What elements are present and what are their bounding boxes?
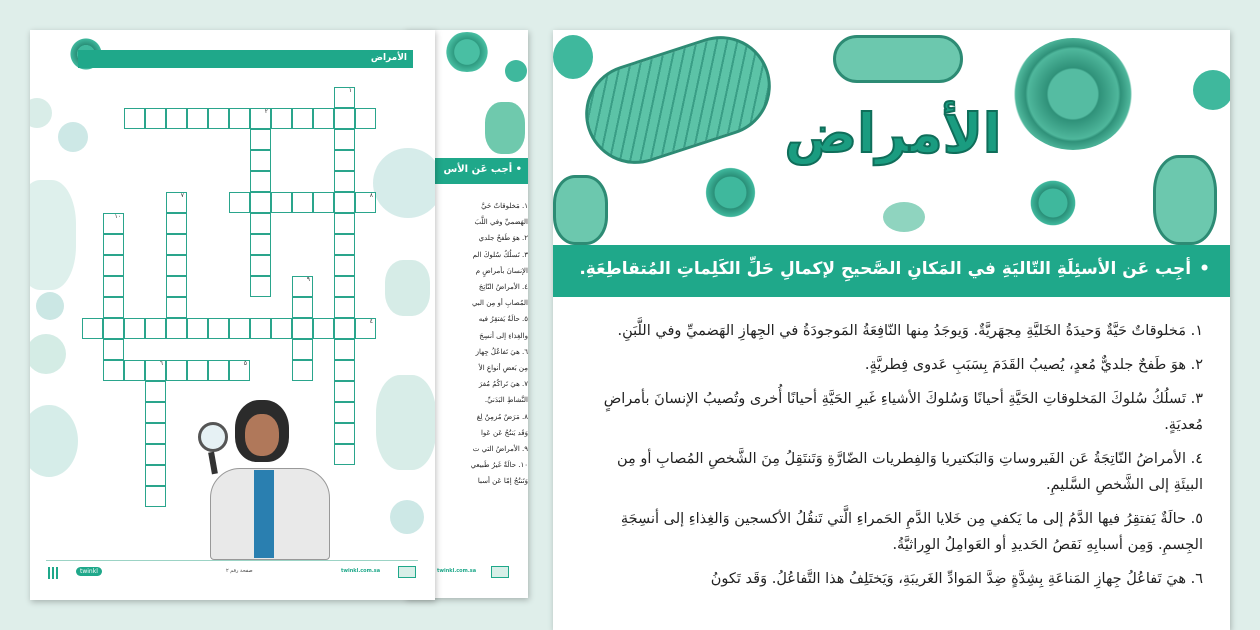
- virus-icon: [1153, 155, 1217, 245]
- grid-cell[interactable]: [187, 318, 208, 339]
- clue-number: ٧: [180, 192, 184, 199]
- clue-line: وَقَد يَنتُجُ عَن عَوا: [480, 428, 528, 437]
- clue-line: مِن بَعضِ أنواعِ الأ: [478, 364, 528, 373]
- brand-logo: twinkl: [76, 567, 102, 576]
- grid-cell[interactable]: [124, 108, 145, 129]
- grid-cell[interactable]: [124, 318, 145, 339]
- clue-line: ١٠. حالَةٌ غَيرُ طَبيعي: [470, 461, 528, 470]
- grid-cell[interactable]: [334, 234, 355, 255]
- grid-cell[interactable]: [250, 150, 271, 171]
- grid-cell[interactable]: [208, 108, 229, 129]
- grid-cell[interactable]: [166, 297, 187, 318]
- clue-number: ٢: [264, 108, 268, 115]
- grid-cell[interactable]: [145, 381, 166, 402]
- instruction-text: أجِب عَن الأسئِلَةِ التّاليَةِ في المَكانِ الصَّحيحِ لإكمالِ حَلِّ الكَلِماتِ المُتقاطِعَةِ.: [579, 259, 1192, 279]
- grid-cell[interactable]: [334, 150, 355, 171]
- grid-cell[interactable]: [103, 360, 124, 381]
- clue-item: ١. مَخلوقاتٌ حَيَّةٌ وَحيدَةُ الخَليَّةِ مِجهَريَّةٌ. وَيوجَدُ مِنها النّافِعَةُ المَوجودَةُ في الجِهازِ الهَضميِّ وفي اللَّبَنِ.: [617, 323, 1203, 339]
- grid-cell[interactable]: [145, 423, 166, 444]
- grid-cell[interactable]: [229, 318, 250, 339]
- grid-cell[interactable]: [334, 339, 355, 360]
- clue-line: ٥. حالَةٌ يَفتقِرُ فيه: [478, 315, 528, 324]
- grid-cell[interactable]: [355, 318, 376, 339]
- grid-cell[interactable]: [334, 171, 355, 192]
- magnifying-glass-icon: [198, 422, 228, 452]
- grid-cell[interactable]: [124, 360, 145, 381]
- grid-cell[interactable]: [334, 129, 355, 150]
- grid-cell[interactable]: [145, 465, 166, 486]
- virus-icon: [485, 102, 525, 154]
- detective-illustration: [190, 400, 360, 560]
- instruction-text: أجب عَن الأس: [443, 164, 513, 175]
- grid-cell[interactable]: [145, 108, 166, 129]
- clue-number: ١: [348, 87, 352, 94]
- grid-cell[interactable]: [103, 213, 124, 234]
- virus-icon: [505, 60, 527, 82]
- grid-cell[interactable]: [271, 192, 292, 213]
- clue-list: [591, 318, 1203, 600]
- clue-line: ٣. تَسلُكُ سُلوكَ الم: [472, 250, 528, 259]
- grid-cell[interactable]: [166, 108, 187, 129]
- grid-cell[interactable]: [334, 108, 355, 129]
- clue-number: ٤: [369, 318, 373, 325]
- clue-line: ٢. هوَ طَفحٌ جلدي: [478, 234, 528, 243]
- clue-line: ٤. الأمراضُ النّاتِجَ: [478, 283, 528, 292]
- grid-cell[interactable]: [334, 318, 355, 339]
- instruction-bar: •أجِب عَن الأسئِلَةِ التّاليَةِ في المَكانِ الصَّحيحِ لإكمالِ حَلِّ الكَلِماتِ المُتقاطِعَةِ.: [553, 245, 1230, 297]
- qr-code-icon: [48, 567, 60, 579]
- grid-cell[interactable]: [334, 297, 355, 318]
- grid-cell[interactable]: [145, 318, 166, 339]
- instruction-bar: • أجب عَن الأس: [435, 158, 528, 184]
- footer-url: twinkl.com.sa: [437, 568, 477, 574]
- clue-number: ٦: [159, 360, 163, 367]
- virus-icon: [1193, 70, 1230, 110]
- badge-icon: [491, 566, 509, 578]
- grid-cell[interactable]: [292, 318, 313, 339]
- grid-cell[interactable]: [103, 297, 124, 318]
- clue-item: ٦. هيَ تَفاعُلُ جِهازِ المَناعَةِ بِشِدَّةٍ ضِدَّ المَوادِّ الغَريبَةِ، وَيَختَلِفُ هذا التَّفاعُلُ. وَقَد تَكونُ: [710, 571, 1203, 587]
- clue-line: المُصابِ أو مِن البي: [471, 299, 528, 308]
- grid-cell[interactable]: [334, 276, 355, 297]
- grid-cell[interactable]: [250, 276, 271, 297]
- grid-cell[interactable]: [166, 192, 187, 213]
- clue-number: ٩: [306, 276, 310, 283]
- grid-cell[interactable]: [103, 318, 124, 339]
- grid-cell[interactable]: [292, 192, 313, 213]
- grid-cell[interactable]: [145, 486, 166, 507]
- clue-line: وَتَنتُجُ إمّا عَن أسبا: [477, 477, 528, 486]
- virus-icon: [443, 32, 491, 72]
- grid-cell[interactable]: [292, 297, 313, 318]
- grid-cell[interactable]: [250, 129, 271, 150]
- grid-cell[interactable]: [271, 318, 292, 339]
- virus-icon: [1028, 178, 1078, 228]
- grid-cell[interactable]: [229, 108, 250, 129]
- grid-cell[interactable]: [313, 318, 334, 339]
- grid-cell[interactable]: [166, 213, 187, 234]
- clue-line: النَّشاطِ البَدَنيِّ.: [484, 396, 528, 405]
- grid-cell[interactable]: [103, 234, 124, 255]
- clue-list: [429, 198, 528, 490]
- page-label: صفحة رقم ٢: [226, 568, 253, 574]
- clue-item: ٢. هوَ طَفحٌ جلديٌّ مُعدٍ، يُصيبُ القَدَمَ بِسَبَبِ عَدوى فِطريَّةٍ.: [864, 357, 1203, 373]
- grid-cell[interactable]: [208, 360, 229, 381]
- clue-number: ١٠: [114, 213, 121, 220]
- grid-cell[interactable]: [145, 360, 166, 381]
- crossword-page: [30, 30, 435, 600]
- clue-item: ٣. تَسلُكُ سُلوكَ المَخلوقاتِ الحَيَّةِ أحيانًا وَسُلوكَ الأشياءِ غَيرِ الحَيَّةِ أحيانًا أُخرى وتُصيبُ الإنسانَ بأمراضٍ مُعديَةٍ.: [603, 391, 1203, 433]
- grid-cell[interactable]: [334, 192, 355, 213]
- grid-cell[interactable]: [292, 276, 313, 297]
- clue-item: ٤. الأمراضُ النّاتِجَةُ عَن الفَيروساتِ وَالبَكتيريا وَالفِطريات الضّارَّةِ وَتَنتَقِلُ مِنَ الشَّخصِ المُصابِ أو مِن البيئَةِ إلى الشَّخصِ السَّليمِ.: [616, 451, 1203, 493]
- grid-cell[interactable]: [250, 255, 271, 276]
- grid-cell[interactable]: [166, 276, 187, 297]
- grid-cell[interactable]: [145, 402, 166, 423]
- grid-cell[interactable]: [334, 360, 355, 381]
- clue-line: ٧. هيَ تَراكُمُ مُفرَ: [478, 380, 528, 389]
- grid-cell[interactable]: [355, 192, 376, 213]
- grid-cell[interactable]: [103, 276, 124, 297]
- grid-cell[interactable]: [292, 360, 313, 381]
- grid-cell[interactable]: [187, 360, 208, 381]
- virus-icon: [553, 175, 608, 245]
- grid-cell[interactable]: [82, 318, 103, 339]
- virus-icon: [833, 35, 963, 83]
- clue-number: ٨: [369, 192, 373, 199]
- grid-cell[interactable]: [334, 213, 355, 234]
- cover-page: [553, 30, 1230, 630]
- clue-line: ٨. مَرَضٌ مُزمِنٌ لِغ: [476, 412, 528, 421]
- grid-cell[interactable]: [187, 108, 208, 129]
- grid-cell[interactable]: [271, 108, 292, 129]
- grid-cell[interactable]: [166, 234, 187, 255]
- grid-cell[interactable]: [334, 381, 355, 402]
- grid-cell[interactable]: [166, 318, 187, 339]
- grid-cell[interactable]: [250, 171, 271, 192]
- clue-line: والغِذاءِ إلى أنسِجَ: [479, 331, 528, 340]
- header-title: الأمراض: [370, 53, 407, 63]
- grid-cell[interactable]: [313, 192, 334, 213]
- grid-cell[interactable]: [103, 339, 124, 360]
- grid-cell[interactable]: [355, 108, 376, 129]
- clue-line: ٩. الأمراضُ التي ت: [472, 445, 528, 454]
- grid-cell[interactable]: [334, 87, 355, 108]
- grid-cell[interactable]: [313, 108, 334, 129]
- grid-cell[interactable]: [145, 444, 166, 465]
- grid-cell[interactable]: [166, 360, 187, 381]
- grid-cell[interactable]: [250, 108, 271, 129]
- grid-cell[interactable]: [229, 192, 250, 213]
- grid-cell[interactable]: [166, 255, 187, 276]
- clue-line: ٦. هيَ تَفاعُلُ جِهاز: [475, 347, 528, 356]
- clue-item: ٥. حالَةٌ يَفتقِرُ فيها الدَّمُ إلى ما يَكفي مِن خَلايا الدَّمِ الحَمراءِ الَّتي تَنقُلُ الأكسجين وَالغِذاءِ إلى أنسِجَةِ الجِسمِ. وَمِن أسبابِهِ نَقصُ الحَديدِ أو العَوامِلُ الوِراثيَّةُ.: [620, 511, 1203, 553]
- grid-cell[interactable]: [292, 339, 313, 360]
- grid-cell[interactable]: [250, 318, 271, 339]
- virus-icon: [553, 35, 593, 79]
- grid-cell[interactable]: [103, 255, 124, 276]
- grid-cell[interactable]: [208, 318, 229, 339]
- footer: [46, 560, 418, 580]
- badge-icon: [398, 566, 416, 578]
- footer-url: twinkl.com.sa: [341, 568, 381, 574]
- clue-line: ١. مَخلوقاتٌ حَيَّ: [481, 202, 528, 210]
- clue-line: الهَضميِّ وفي اللَّبَ: [474, 218, 528, 227]
- grid-cell[interactable]: [292, 108, 313, 129]
- clue-number: ٥: [243, 360, 247, 367]
- grid-cell[interactable]: [250, 192, 271, 213]
- virus-icon: [703, 165, 758, 220]
- page-title: الأمراض: [784, 102, 1002, 165]
- clue-line: الإنسانَ بأمراضٍ م: [475, 266, 528, 275]
- grid-cell[interactable]: [250, 234, 271, 255]
- grid-cell[interactable]: [334, 255, 355, 276]
- grid-cell[interactable]: [250, 213, 271, 234]
- virus-icon: [883, 202, 925, 232]
- grid-cell[interactable]: [229, 360, 250, 381]
